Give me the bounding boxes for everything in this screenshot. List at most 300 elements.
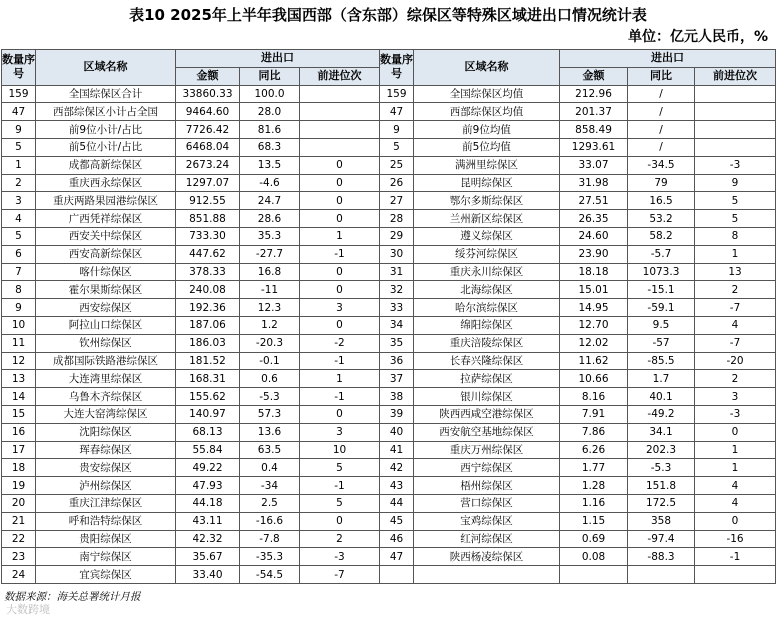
right-rank-cell: 34 <box>380 316 414 334</box>
table-row <box>2 103 776 121</box>
table-row <box>2 512 776 530</box>
left-rank-cell: 9 <box>2 299 36 317</box>
left-region-cell: 西安高新综保区 <box>36 245 176 263</box>
left-rank-cell: 19 <box>2 477 36 495</box>
table-row <box>2 459 776 477</box>
right-rank-cell: 36 <box>380 352 414 370</box>
left-yoy-cell: -54.5 <box>240 566 300 584</box>
right-rank-cell: 29 <box>380 227 414 245</box>
right-advance-cell: -7 <box>695 334 776 352</box>
right-amount-cell: 7.91 <box>560 405 628 423</box>
left-advance-cell: 0 <box>300 512 380 530</box>
right-rank-cell: 40 <box>380 423 414 441</box>
right-advance-cell: 5 <box>695 210 776 228</box>
left-yoy-cell: 28.0 <box>240 103 300 121</box>
left-amount-cell: 2673.24 <box>176 156 240 174</box>
header-trade-left: 进出口 <box>176 50 380 68</box>
header-region-left: 区域名称 <box>36 50 176 86</box>
left-amount-cell: 1297.07 <box>176 174 240 192</box>
right-region-cell: 前5位均值 <box>414 138 560 156</box>
left-advance-cell: 10 <box>300 441 380 459</box>
right-region-cell: 哈尔滨综保区 <box>414 299 560 317</box>
right-amount-cell: 26.35 <box>560 210 628 228</box>
right-yoy-cell: 16.5 <box>628 192 695 210</box>
right-amount-cell: 23.90 <box>560 245 628 263</box>
left-yoy-cell: 13.6 <box>240 423 300 441</box>
right-advance-cell <box>695 138 776 156</box>
left-amount-cell: 6468.04 <box>176 138 240 156</box>
table-row <box>2 299 776 317</box>
right-yoy-cell: 202.3 <box>628 441 695 459</box>
right-region-cell: 拉萨综保区 <box>414 370 560 388</box>
left-region-cell: 喀什综保区 <box>36 263 176 281</box>
right-yoy-cell: -5.7 <box>628 245 695 263</box>
right-amount-cell: 6.26 <box>560 441 628 459</box>
left-advance-cell: -3 <box>300 548 380 566</box>
left-rank-cell: 5 <box>2 138 36 156</box>
left-region-cell: 成都国际铁路港综保区 <box>36 352 176 370</box>
right-region-cell: 长春兴隆综保区 <box>414 352 560 370</box>
right-advance-cell: 8 <box>695 227 776 245</box>
left-rank-cell: 7 <box>2 263 36 281</box>
left-advance-cell: -1 <box>300 477 380 495</box>
right-yoy-cell: -85.5 <box>628 352 695 370</box>
table-row <box>2 352 776 370</box>
table-row <box>2 263 776 281</box>
left-advance-cell: 0 <box>300 263 380 281</box>
right-amount-cell: 1.16 <box>560 494 628 512</box>
left-advance-cell: 5 <box>300 459 380 477</box>
right-advance-cell: 4 <box>695 494 776 512</box>
right-yoy-cell: -97.4 <box>628 530 695 548</box>
right-rank-cell: 37 <box>380 370 414 388</box>
left-advance-cell: 0 <box>300 210 380 228</box>
left-region-cell: 沈阳综保区 <box>36 423 176 441</box>
left-region-cell: 广西凭祥综保区 <box>36 210 176 228</box>
left-region-cell: 珲春综保区 <box>36 441 176 459</box>
left-advance-cell: -1 <box>300 352 380 370</box>
left-advance-cell: 0 <box>300 174 380 192</box>
left-region-cell: 呼和浩特综保区 <box>36 512 176 530</box>
right-region-cell: 绥芬河综保区 <box>414 245 560 263</box>
right-rank-cell: 5 <box>380 138 414 156</box>
table-body <box>2 85 776 583</box>
left-rank-cell: 14 <box>2 388 36 406</box>
left-region-cell: 大连湾里综保区 <box>36 370 176 388</box>
right-rank-cell: 43 <box>380 477 414 495</box>
table-row <box>2 566 776 584</box>
left-amount-cell: 47.93 <box>176 477 240 495</box>
left-advance-cell: 0 <box>300 156 380 174</box>
right-yoy-cell: 34.1 <box>628 423 695 441</box>
right-region-cell: 西部综保区均值 <box>414 103 560 121</box>
left-yoy-cell: 1.2 <box>240 316 300 334</box>
right-advance-cell <box>695 85 776 103</box>
left-region-cell: 前5位小计/占比 <box>36 138 176 156</box>
right-region-cell: 全国综保区均值 <box>414 85 560 103</box>
left-yoy-cell: 24.7 <box>240 192 300 210</box>
right-yoy-cell: 79 <box>628 174 695 192</box>
left-rank-cell: 20 <box>2 494 36 512</box>
header-amount-right: 金额 <box>560 67 628 85</box>
right-advance-cell: 3 <box>695 388 776 406</box>
left-region-cell: 前9位小计/占比 <box>36 121 176 139</box>
left-yoy-cell: -20.3 <box>240 334 300 352</box>
left-region-cell: 霍尔果斯综保区 <box>36 281 176 299</box>
unit-label: 单位：亿元人民币，% <box>627 29 768 45</box>
table-row <box>2 138 776 156</box>
left-advance-cell <box>300 121 380 139</box>
right-region-cell: 重庆永川综保区 <box>414 263 560 281</box>
right-yoy-cell: / <box>628 103 695 121</box>
right-region-cell: 银川综保区 <box>414 388 560 406</box>
left-yoy-cell: 0.4 <box>240 459 300 477</box>
left-advance-cell: 5 <box>300 494 380 512</box>
right-rank-cell: 46 <box>380 530 414 548</box>
right-region-cell: 重庆万州综保区 <box>414 441 560 459</box>
header-rank-left: 数量序号 <box>2 50 36 86</box>
left-region-cell: 宜宾综保区 <box>36 566 176 584</box>
right-rank-cell: 39 <box>380 405 414 423</box>
left-rank-cell: 17 <box>2 441 36 459</box>
right-yoy-cell: -88.3 <box>628 548 695 566</box>
left-advance-cell: 2 <box>300 530 380 548</box>
right-region-cell: 重庆涪陵综保区 <box>414 334 560 352</box>
right-rank-cell: 25 <box>380 156 414 174</box>
right-rank-cell: 42 <box>380 459 414 477</box>
left-yoy-cell: 81.6 <box>240 121 300 139</box>
left-amount-cell: 240.08 <box>176 281 240 299</box>
left-amount-cell: 447.62 <box>176 245 240 263</box>
left-advance-cell: 1 <box>300 370 380 388</box>
table-row <box>2 156 776 174</box>
right-amount-cell: 15.01 <box>560 281 628 299</box>
left-region-cell: 重庆西永综保区 <box>36 174 176 192</box>
right-yoy-cell: -34.5 <box>628 156 695 174</box>
right-amount-cell: 1.28 <box>560 477 628 495</box>
left-region-cell: 全国综保区合计 <box>36 85 176 103</box>
left-amount-cell: 187.06 <box>176 316 240 334</box>
right-advance-cell: 5 <box>695 192 776 210</box>
left-rank-cell: 2 <box>2 174 36 192</box>
right-yoy-cell: 53.2 <box>628 210 695 228</box>
left-region-cell: 乌鲁木齐综保区 <box>36 388 176 406</box>
right-rank-cell: 28 <box>380 210 414 228</box>
left-amount-cell: 140.97 <box>176 405 240 423</box>
right-region-cell: 梧州综保区 <box>414 477 560 495</box>
left-rank-cell: 11 <box>2 334 36 352</box>
right-region-cell: 北海综保区 <box>414 281 560 299</box>
table-row <box>2 316 776 334</box>
left-rank-cell: 13 <box>2 370 36 388</box>
right-yoy-cell: -5.3 <box>628 459 695 477</box>
left-amount-cell: 43.11 <box>176 512 240 530</box>
left-amount-cell: 33860.33 <box>176 85 240 103</box>
left-region-cell: 南宁综保区 <box>36 548 176 566</box>
right-amount-cell: 1293.61 <box>560 138 628 156</box>
left-advance-cell: -7 <box>300 566 380 584</box>
right-rank-cell: 9 <box>380 121 414 139</box>
right-region-cell: 昆明综保区 <box>414 174 560 192</box>
left-yoy-cell: 35.3 <box>240 227 300 245</box>
left-yoy-cell: 0.6 <box>240 370 300 388</box>
right-region-cell: 红河综保区 <box>414 530 560 548</box>
left-amount-cell: 55.84 <box>176 441 240 459</box>
left-region-cell: 成都高新综保区 <box>36 156 176 174</box>
right-advance-cell: 1 <box>695 459 776 477</box>
table-row <box>2 530 776 548</box>
right-advance-cell: 1 <box>695 441 776 459</box>
right-yoy-cell: -59.1 <box>628 299 695 317</box>
left-rank-cell: 9 <box>2 121 36 139</box>
right-region-cell: 陕西西咸空港综保区 <box>414 405 560 423</box>
left-yoy-cell: -7.8 <box>240 530 300 548</box>
right-amount-cell: 11.62 <box>560 352 628 370</box>
left-region-cell: 西部综保区小计占全国 <box>36 103 176 121</box>
table-row <box>2 210 776 228</box>
left-rank-cell: 5 <box>2 227 36 245</box>
header-region-right: 区域名称 <box>414 50 560 86</box>
left-region-cell: 贵安综保区 <box>36 459 176 477</box>
header-trade-right: 进出口 <box>560 50 776 68</box>
right-rank-cell <box>380 566 414 584</box>
right-amount-cell: 1.15 <box>560 512 628 530</box>
right-yoy-cell <box>628 566 695 584</box>
right-advance-cell: 13 <box>695 263 776 281</box>
right-amount-cell: 10.66 <box>560 370 628 388</box>
left-yoy-cell: 28.6 <box>240 210 300 228</box>
right-yoy-cell: -49.2 <box>628 405 695 423</box>
left-amount-cell: 42.32 <box>176 530 240 548</box>
right-advance-cell: 4 <box>695 477 776 495</box>
right-rank-cell: 47 <box>380 103 414 121</box>
left-advance-cell: -1 <box>300 245 380 263</box>
left-amount-cell: 33.40 <box>176 566 240 584</box>
right-region-cell: 遵义综保区 <box>414 227 560 245</box>
right-amount-cell: 12.70 <box>560 316 628 334</box>
left-region-cell: 大连大窑湾综保区 <box>36 405 176 423</box>
left-yoy-cell: -35.3 <box>240 548 300 566</box>
left-advance-cell <box>300 103 380 121</box>
right-amount-cell: 33.07 <box>560 156 628 174</box>
right-region-cell: 陕西杨凌综保区 <box>414 548 560 566</box>
right-advance-cell: -20 <box>695 352 776 370</box>
right-yoy-cell: / <box>628 85 695 103</box>
table-row <box>2 334 776 352</box>
table-row <box>2 477 776 495</box>
table-row <box>2 281 776 299</box>
left-rank-cell: 16 <box>2 423 36 441</box>
left-rank-cell: 15 <box>2 405 36 423</box>
right-region-cell: 前9位均值 <box>414 121 560 139</box>
right-rank-cell: 33 <box>380 299 414 317</box>
right-rank-cell: 47 <box>380 548 414 566</box>
left-rank-cell: 18 <box>2 459 36 477</box>
right-advance-cell: 2 <box>695 370 776 388</box>
right-yoy-cell: 58.2 <box>628 227 695 245</box>
right-amount-cell: 7.86 <box>560 423 628 441</box>
left-region-cell: 重庆江津综保区 <box>36 494 176 512</box>
left-advance-cell: -1 <box>300 388 380 406</box>
right-amount-cell: 0.08 <box>560 548 628 566</box>
right-advance-cell: -7 <box>695 299 776 317</box>
left-rank-cell: 6 <box>2 245 36 263</box>
left-yoy-cell: -16.6 <box>240 512 300 530</box>
right-rank-cell: 27 <box>380 192 414 210</box>
table-row <box>2 245 776 263</box>
left-yoy-cell: -27.7 <box>240 245 300 263</box>
right-advance-cell <box>695 103 776 121</box>
right-region-cell: 兰州新区综保区 <box>414 210 560 228</box>
table-row <box>2 121 776 139</box>
right-yoy-cell: 1.7 <box>628 370 695 388</box>
right-yoy-cell: / <box>628 121 695 139</box>
left-rank-cell: 24 <box>2 566 36 584</box>
right-rank-cell: 38 <box>380 388 414 406</box>
right-region-cell: 鄂尔多斯综保区 <box>414 192 560 210</box>
right-rank-cell: 44 <box>380 494 414 512</box>
left-rank-cell: 47 <box>2 103 36 121</box>
left-rank-cell: 12 <box>2 352 36 370</box>
left-amount-cell: 68.13 <box>176 423 240 441</box>
right-region-cell: 绵阳综保区 <box>414 316 560 334</box>
right-amount-cell: 27.51 <box>560 192 628 210</box>
right-region-cell: 满洲里综保区 <box>414 156 560 174</box>
right-amount-cell: 8.16 <box>560 388 628 406</box>
source-note: 数据来源：海关总署统计月报 <box>4 591 141 603</box>
left-amount-cell: 192.36 <box>176 299 240 317</box>
table-row <box>2 548 776 566</box>
right-region-cell: 西安航空基地综保区 <box>414 423 560 441</box>
right-region-cell: 营口综保区 <box>414 494 560 512</box>
right-yoy-cell: 1073.3 <box>628 263 695 281</box>
right-yoy-cell: 358 <box>628 512 695 530</box>
right-region-cell <box>414 566 560 584</box>
left-yoy-cell: 68.3 <box>240 138 300 156</box>
left-advance-cell: 0 <box>300 316 380 334</box>
left-rank-cell: 21 <box>2 512 36 530</box>
right-amount-cell: 201.37 <box>560 103 628 121</box>
header-advance-left: 前进位次 <box>300 67 380 85</box>
left-amount-cell: 733.30 <box>176 227 240 245</box>
right-rank-cell: 41 <box>380 441 414 459</box>
left-amount-cell: 35.67 <box>176 548 240 566</box>
left-region-cell: 泸州综保区 <box>36 477 176 495</box>
table-row <box>2 423 776 441</box>
left-amount-cell: 44.18 <box>176 494 240 512</box>
right-amount-cell: 24.60 <box>560 227 628 245</box>
right-advance-cell: 4 <box>695 316 776 334</box>
right-rank-cell: 26 <box>380 174 414 192</box>
left-yoy-cell: -4.6 <box>240 174 300 192</box>
stats-table <box>1 49 776 584</box>
right-yoy-cell: / <box>628 138 695 156</box>
right-amount-cell: 18.18 <box>560 263 628 281</box>
right-advance-cell: -3 <box>695 405 776 423</box>
left-advance-cell: -2 <box>300 334 380 352</box>
right-advance-cell: -16 <box>695 530 776 548</box>
header-advance-right: 前进位次 <box>695 67 776 85</box>
left-rank-cell: 22 <box>2 530 36 548</box>
watermark: 大数跨境 <box>6 603 50 616</box>
right-rank-cell: 32 <box>380 281 414 299</box>
header-rank-right: 数量序号 <box>380 50 414 86</box>
header-yoy-right: 同比 <box>628 67 695 85</box>
right-amount-cell: 14.95 <box>560 299 628 317</box>
right-advance-cell: 0 <box>695 512 776 530</box>
right-advance-cell: 1 <box>695 245 776 263</box>
left-amount-cell: 155.62 <box>176 388 240 406</box>
page-title: 表10 2025年上半年我国西部（含东部）综保区等特殊区域进出口情况统计表 <box>129 6 647 24</box>
right-yoy-cell: -15.1 <box>628 281 695 299</box>
right-amount-cell <box>560 566 628 584</box>
left-region-cell: 重庆两路果园港综保区 <box>36 192 176 210</box>
left-region-cell: 贵阳综保区 <box>36 530 176 548</box>
table-row <box>2 85 776 103</box>
right-yoy-cell: 172.5 <box>628 494 695 512</box>
left-rank-cell: 23 <box>2 548 36 566</box>
right-rank-cell: 30 <box>380 245 414 263</box>
left-rank-cell: 10 <box>2 316 36 334</box>
right-yoy-cell: 9.5 <box>628 316 695 334</box>
header-yoy-left: 同比 <box>240 67 300 85</box>
left-amount-cell: 168.31 <box>176 370 240 388</box>
left-amount-cell: 49.22 <box>176 459 240 477</box>
left-yoy-cell: 63.5 <box>240 441 300 459</box>
right-advance-cell <box>695 566 776 584</box>
left-advance-cell: 0 <box>300 405 380 423</box>
right-rank-cell: 159 <box>380 85 414 103</box>
left-rank-cell: 8 <box>2 281 36 299</box>
table-row <box>2 227 776 245</box>
table-row <box>2 370 776 388</box>
left-rank-cell: 159 <box>2 85 36 103</box>
right-region-cell: 宝鸡综保区 <box>414 512 560 530</box>
right-advance-cell: -1 <box>695 548 776 566</box>
left-yoy-cell: 57.3 <box>240 405 300 423</box>
left-yoy-cell: -0.1 <box>240 352 300 370</box>
right-amount-cell: 31.98 <box>560 174 628 192</box>
left-amount-cell: 912.55 <box>176 192 240 210</box>
right-yoy-cell: 40.1 <box>628 388 695 406</box>
right-advance-cell: 2 <box>695 281 776 299</box>
right-rank-cell: 35 <box>380 334 414 352</box>
right-amount-cell: 858.49 <box>560 121 628 139</box>
right-advance-cell: -3 <box>695 156 776 174</box>
left-advance-cell: 0 <box>300 281 380 299</box>
table-row <box>2 388 776 406</box>
left-region-cell: 西安综保区 <box>36 299 176 317</box>
table-row <box>2 405 776 423</box>
left-yoy-cell: 2.5 <box>240 494 300 512</box>
left-region-cell: 西安关中综保区 <box>36 227 176 245</box>
right-rank-cell: 31 <box>380 263 414 281</box>
left-amount-cell: 378.33 <box>176 263 240 281</box>
right-rank-cell: 45 <box>380 512 414 530</box>
left-amount-cell: 851.88 <box>176 210 240 228</box>
left-advance-cell: 0 <box>300 192 380 210</box>
left-yoy-cell: 12.3 <box>240 299 300 317</box>
right-advance-cell: 0 <box>695 423 776 441</box>
right-region-cell: 西宁综保区 <box>414 459 560 477</box>
left-advance-cell <box>300 85 380 103</box>
right-advance-cell <box>695 121 776 139</box>
right-amount-cell: 212.96 <box>560 85 628 103</box>
left-advance-cell: 3 <box>300 423 380 441</box>
table-row <box>2 174 776 192</box>
right-yoy-cell: 151.8 <box>628 477 695 495</box>
left-yoy-cell: -5.3 <box>240 388 300 406</box>
